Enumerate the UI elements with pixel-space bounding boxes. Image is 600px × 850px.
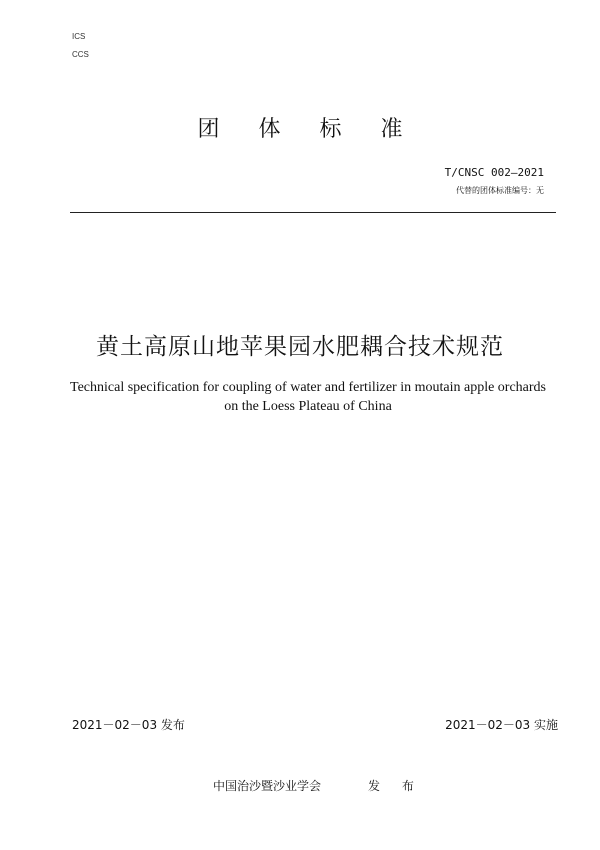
english-title <box>50 378 566 416</box>
publisher-name: 中国治沙暨沙业学会 <box>213 779 322 793</box>
ics-code: ICS <box>72 32 86 41</box>
ccs-code: CCS <box>72 50 89 59</box>
replaced-standard-note: 代替的团体标准编号：无 <box>456 186 544 195</box>
release-date: 2021－02－03 发布 <box>72 718 185 732</box>
implementation-date: 2021－02－03 实施 <box>445 718 558 732</box>
chinese-title: 黄土高原山地苹果园水肥耦合技术规范 <box>96 334 504 360</box>
english-title-line-2: on the Loess Plateau of China <box>224 399 392 414</box>
header-divider <box>70 212 556 213</box>
document-type-heading: 团 体 标 准 <box>197 117 419 142</box>
english-title-line-1: Technical specification for coupling of water and fertilizer in moutain apple orchards <box>70 380 546 395</box>
publish-label: 发 布 <box>368 779 423 793</box>
standard-number: T/CNSC 002—2021 <box>444 166 544 179</box>
classification-codes <box>72 28 89 64</box>
